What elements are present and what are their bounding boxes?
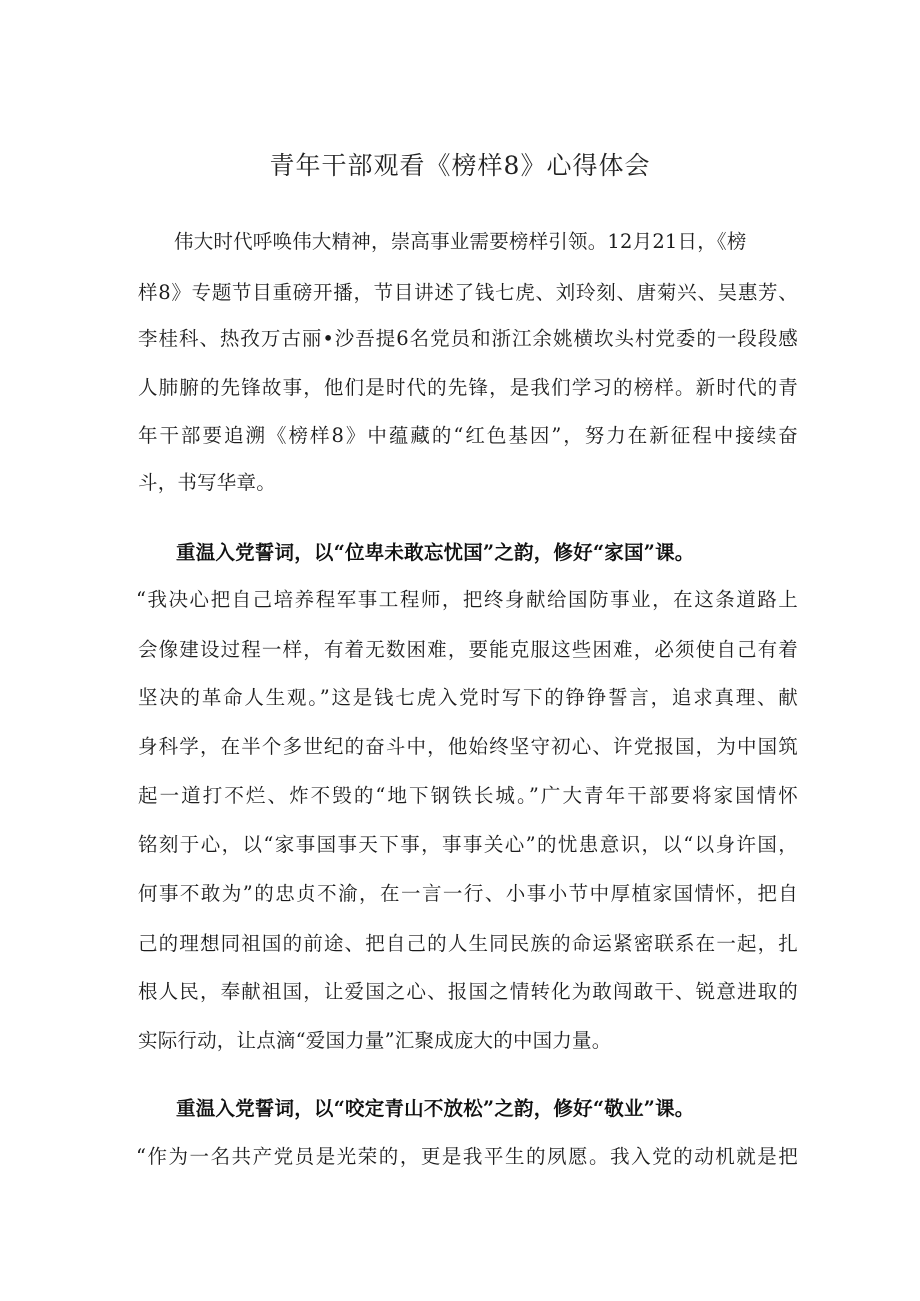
paragraph-line: 身科学，在半个多世纪的奋斗中，他始终坚守初心、许党报国，为中国筑 [138,735,798,758]
paragraph-line: 会像建设过程一样，有着无数困难，要能克服这些困难，必须使自己有着 [138,638,798,661]
section-heading: 重温入党誓词，以“咬定青山不放松”之韵，修好“敬业”课。 [176,1097,695,1120]
paragraph-line: 斗，书写华章。 [138,471,276,494]
paragraph-line: 人肺腑的先锋故事，他们是时代的先锋，是我们学习的榜样。新时代的青 [138,376,798,399]
paragraph-line: 样8》专题节目重磅开播，节目讲述了钱七虎、刘玲刻、唐菊兴、吴惠芳、 [138,281,798,304]
paragraph-line: 实际行动，让点滴“爱国力量”汇聚成庞大的中国力量。 [138,1029,612,1052]
section-heading: 重温入党誓词，以“位卑未敢忘忧国”之韵，修好“家国”课。 [176,541,695,564]
paragraph-line: “我决心把自己培养程军事工程师，把终身献给国防事业，在这条道路上 [136,588,798,611]
paragraph-line: 己的理想同祖国的前途、把自己的人生同民族的命运紧密联系在一起，扎 [138,932,798,955]
paragraph-line: 李桂科、热孜万古丽•沙吾提6名党员和浙江余姚横坎头村党委的一段段感 [138,327,798,350]
paragraph-line: 起一道打不烂、炸不毁的“地下钢铁长城。”广大青年干部要将家国情怀 [138,784,798,807]
paragraph-line: “作为一名共产党员是光荣的，更是我平生的夙愿。我入党的动机就是把 [136,1145,798,1168]
document-title: 青年干部观看《榜样8》心得体会 [269,151,651,180]
paragraph-line: 坚决的革命人生观。”这是钱七虎入党时写下的铮铮誓言，追求真理、献 [138,686,798,709]
paragraph-line: 伟大时代呼唤伟大精神，崇高事业需要榜样引领。12月21日，《榜 [174,230,747,253]
paragraph-line: 何事不敢为”的忠贞不渝，在一言一行、小事小节中厚植家国情怀，把自 [138,882,798,905]
paragraph-line: 根人民，奉献祖国，让爱国之心、报国之情转化为敢闯敢干、锐意进取的 [138,980,798,1003]
paragraph-line: 铭刻于心，以“家事国事天下事，事事关心”的忧患意识，以“以身许国， [138,833,798,856]
paragraph-line: 年干部要追溯《榜样8》中蕴藏的“红色基因”，努力在新征程中接续奋 [138,424,798,447]
